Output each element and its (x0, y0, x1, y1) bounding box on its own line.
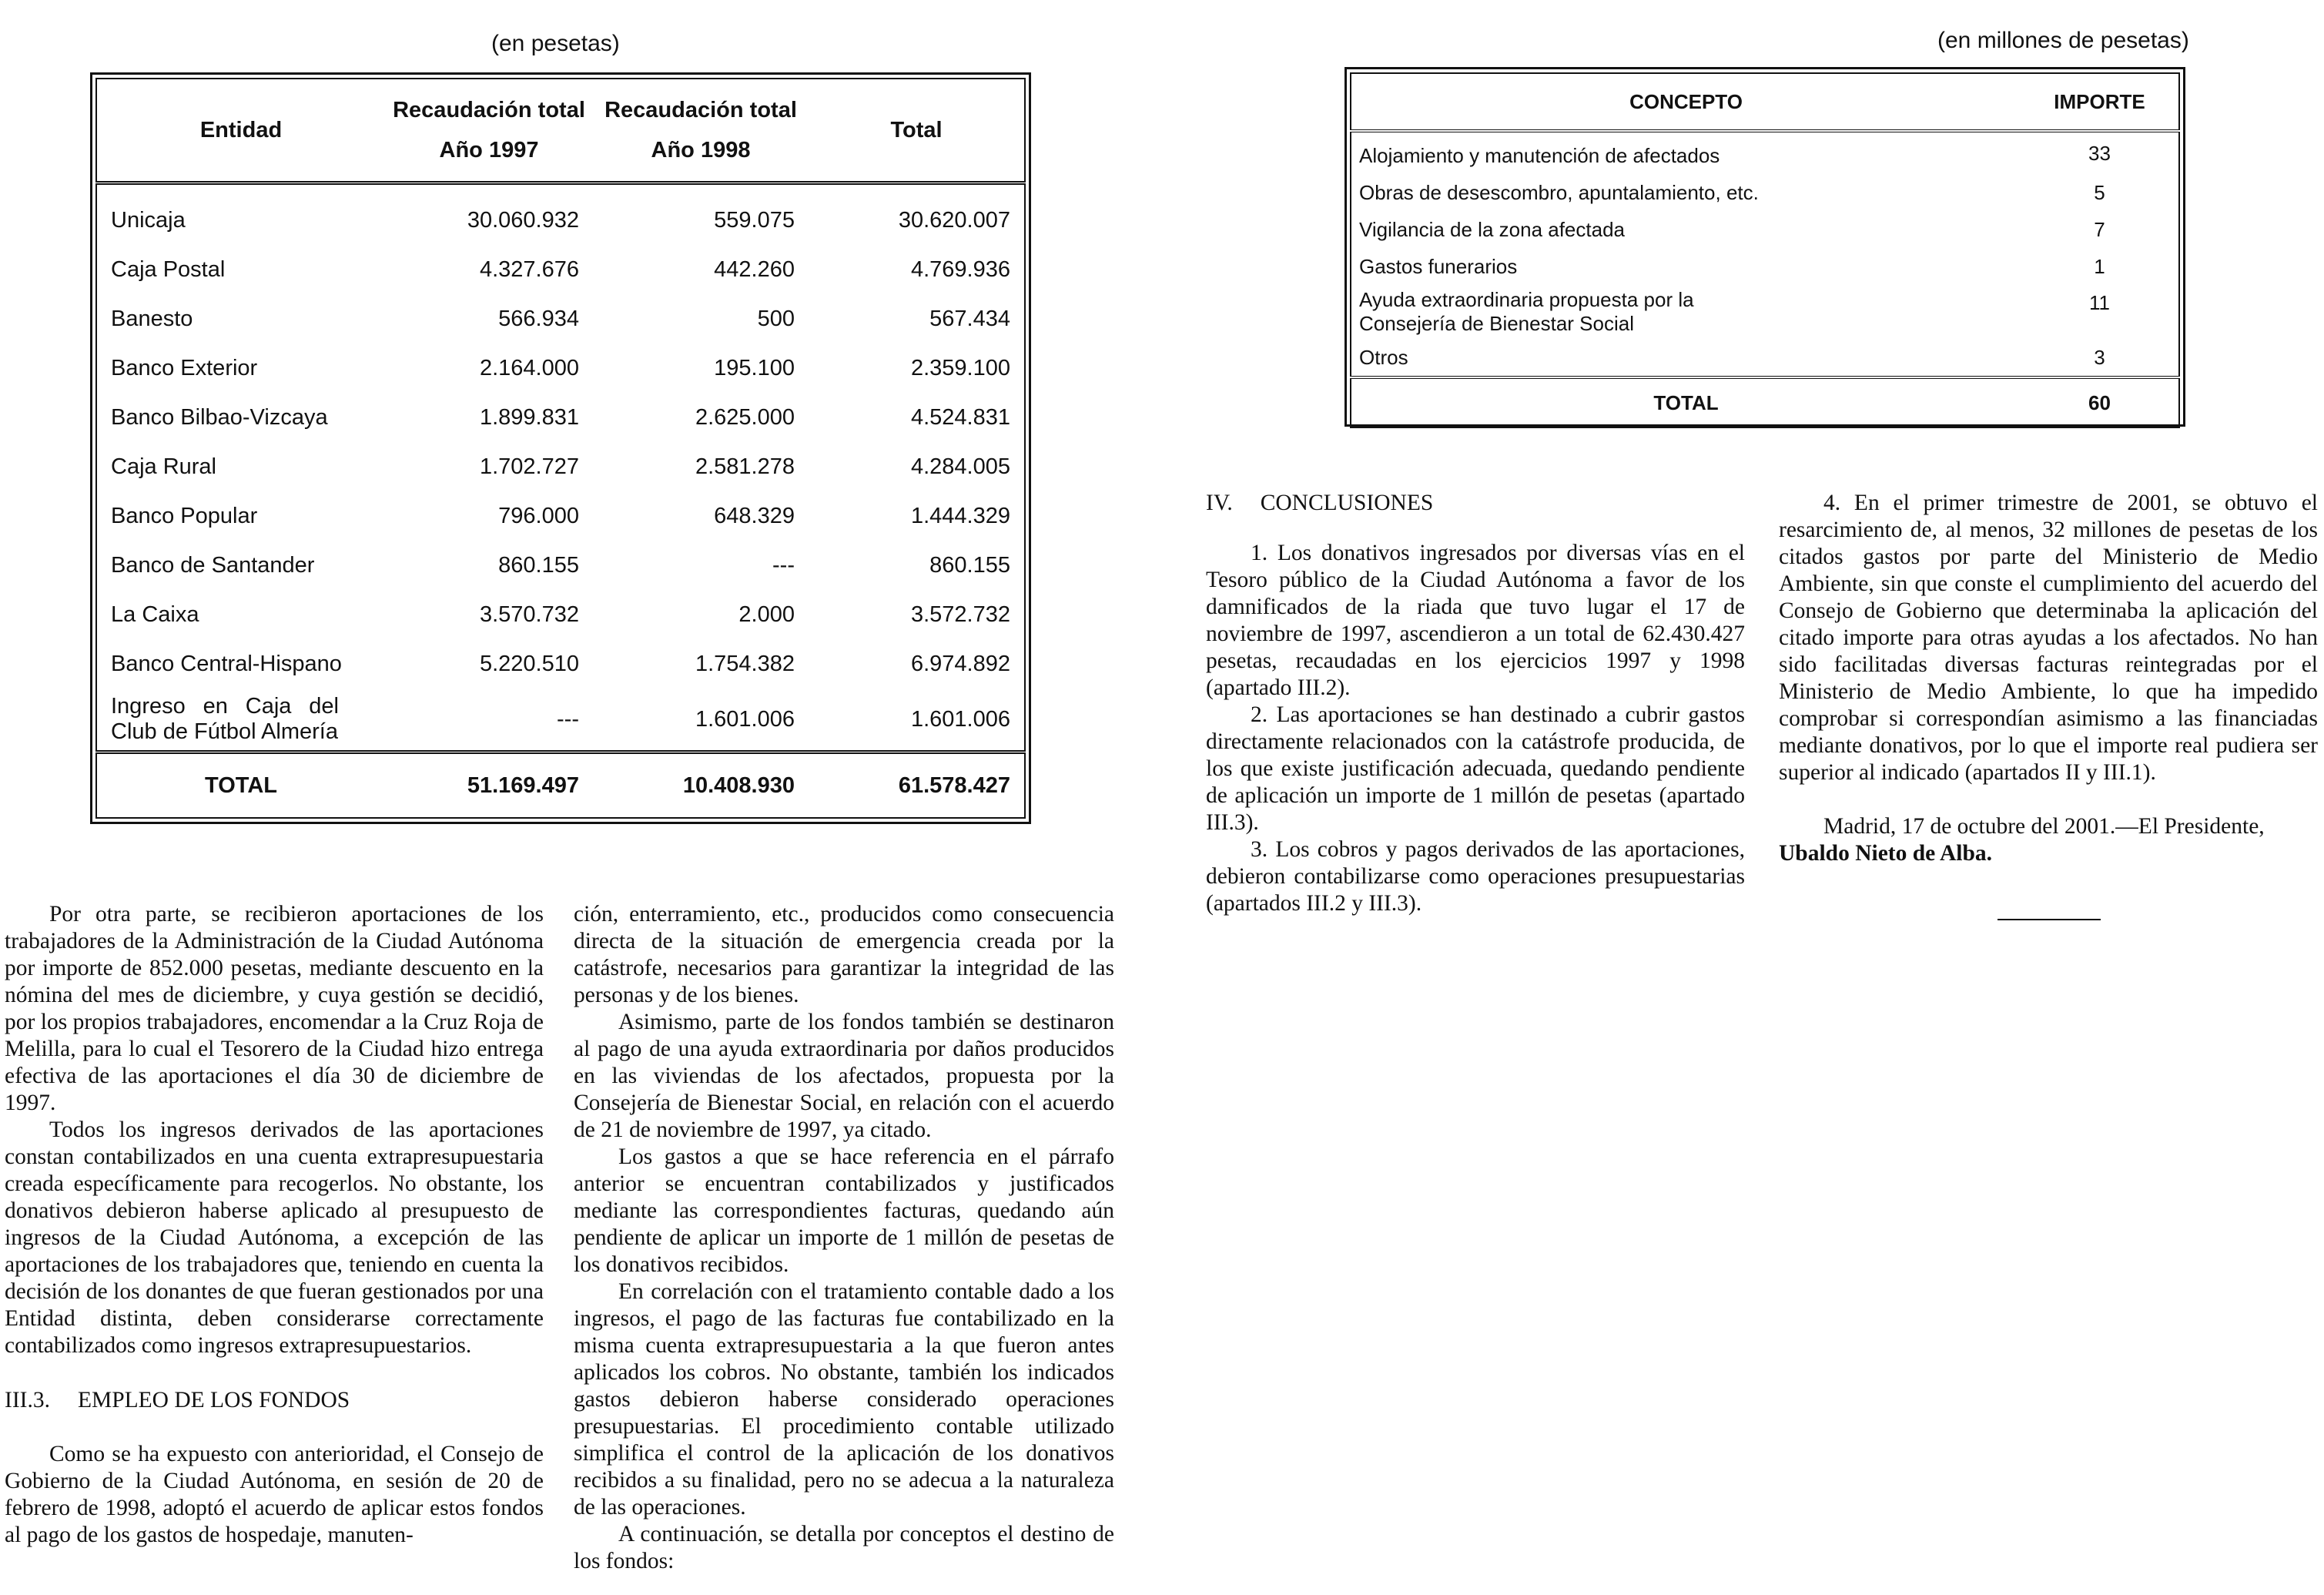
header-entidad: Entidad (199, 118, 283, 142)
table-row: Otros 3 (1359, 345, 2105, 369)
table-row: La Caixa 3.570.732 2.000 3.572.732 (111, 601, 1010, 627)
table-row: Banco de Santander 860.155 --- 860.155 (111, 552, 1010, 578)
table-row: Ayuda extraordinaria propuesta por la Consejería de Bienestar Social 11 (1359, 288, 2110, 335)
header-importe: IMPORTE (2054, 89, 2145, 113)
table-row: Caja Postal 4.327.676 442.260 4.769.936 (111, 256, 1010, 282)
paragraph: 4. En el primer trimestre de 2001, se obtuvo el resarcimiento de, al menos, 32 millones de pesetas de los citados gastos por parte del Ministerio de Medio Ambiente, sin que conste el cumplimiento del acuerdo del Consejo de Gobierno que determinaba la aplicación del citado importe para otras ayudas a los afectados. No han sido facilitadas diversas facturas reintegradas por el Ministerio de Medio Ambiente, lo que ha impedido comprobar si correspondían asimismo a las financiadas mediante donativos, por lo que el importe real pudiera ser superior al indicado (apartados II y III.1). (1779, 491, 2318, 785)
header-1997: Recaudación total Año 1997 (393, 98, 585, 163)
paragraph: A continuación, se detalla por conceptos el destino de los fondos: (574, 1522, 1114, 1573)
paragraph: Asimismo, parte de los fondos también se destinaron al pago de una ayuda extraordinaria por daños producidos en las viviendas de los afectados, propuesta por la Consejería de Bienestar Social, en relación con el acuerdo de 21 de noviembre de 1997, ya citado. (574, 1010, 1114, 1142)
table-row: Ingreso en Caja del Club de Fútbol Almería --- 1.601.006 1.601.006 (111, 694, 1010, 744)
text-column-1 (5, 901, 544, 1549)
table-row: Vigilancia de la zona afectada 7 (1359, 217, 2105, 241)
paragraph: 2. Las aportaciones se han destinado a cubrir gastos directamente relacionados con la catástrofe producida, de los que existe justificación adecuada, quedando pendiente de aplicación un importe de 1 millón de pesetas (apartado III.3). (1206, 702, 1745, 835)
table1-total-row: TOTAL 51.169.497 10.408.930 61.578.427 (96, 752, 1025, 819)
signature-place-date: Madrid, 17 de octubre del 2001.—El Presidente, (1823, 814, 2265, 839)
table2-header-row (1351, 73, 2179, 131)
text-column-3 (1206, 490, 1745, 917)
paragraph: Los gastos a que se hace referencia en el párrafo anterior se encuentran contabilizados y justificados mediante las correspondientes facturas, quedando aún pendiente de aplicar un importe de 1 millón de pesetas de los donativos recibidos. (574, 1144, 1114, 1277)
table-row: Caja Rural 1.702.727 2.581.278 4.284.005 (111, 454, 1010, 479)
paragraph: En correlación con el tratamiento contable dado a los ingresos, el pago de las facturas fue contabilizado en la misma cuenta extrapresupuestaria a la que fueron antes aplicados los cobros. No obstante, también los indicados gastos debieron haberse considerado operaciones presupuestarias. El procedimiento contable utilizado simplifica el control de la aplicación de los donativos recibidos a su finalidad, pero no se adecua a la naturaleza de las operaciones. (574, 1279, 1114, 1520)
funds-destination-table (1350, 72, 2180, 428)
table1-unit: (en pesetas) (491, 31, 620, 56)
header-total: Total (890, 118, 943, 142)
table2-unit: (en millones de pesetas) (1937, 28, 2189, 53)
text-column-4 (1779, 490, 2318, 867)
table-row: Banco Bilbao-Vizcaya 1.899.831 2.625.000 4.524.831 (111, 404, 1010, 430)
paragraph: 1. Los donativos ingresados por diversas vías en el Tesoro público de la Ciudad Autónoma a favor de los damnificados de la riada que tuvo lugar el 17 de noviembre de 1997, ascendieron a un total de 62.430.427 pesetas, recaudadas en los ejercicios 1997 y 1998 (apartado III.2). (1206, 541, 1745, 700)
table1-header-row (96, 79, 1025, 183)
paragraph: 3. Los cobros y pagos derivados de las aportaciones, debieron contabilizarse como operaciones presupuestarias (apartados III.2 y III.3). (1206, 837, 1745, 916)
paragraph: Todos los ingresos derivados de las aportaciones constan contabilizados en una cuenta extrapresupuestaria creada específicamente para recogerlos. No obstante, los donativos debieron haberse aplicado al presupuesto de ingresos de la Ciudad Autónoma, a excepción de las aportaciones de los trabajadores que, teniendo en cuenta la decisión de los donantes de que fueran gestionados por una Entidad distinta, deben considerarse correctamente contabilizados como ingresos extrapresupuestarios. (5, 1118, 544, 1358)
donations-by-entity-table (95, 78, 1026, 819)
table-row: Banco Popular 796.000 648.329 1.444.329 (111, 503, 1010, 528)
table-row: Banco Central-Hispano 5.220.510 1.754.382 6.974.892 (111, 651, 1010, 676)
table-row: Unicaja 30.060.932 559.075 30.620.007 (111, 207, 1010, 233)
section-heading-iii3: III.3. EMPLEO DE LOS FONDOS (5, 1388, 350, 1412)
signature-rule (1998, 919, 2101, 920)
donations-table-frame (90, 72, 1031, 824)
table-row: Banco Exterior 2.164.000 195.100 2.359.100 (111, 355, 1010, 380)
text-column-2 (574, 901, 1114, 1575)
table-row: Alojamiento y manutención de afectados 33 (1359, 141, 2111, 167)
table2-total-row: TOTAL 60 (1351, 377, 2179, 427)
funds-table-frame (1345, 67, 2185, 427)
table-row: Gastos funerarios 1 (1359, 254, 2105, 278)
header-1998: Recaudación total Año 1998 (604, 98, 797, 163)
table-row: Banesto 566.934 500 567.434 (111, 306, 1010, 331)
section-heading-iv: IV. CONCLUSIONES (1206, 491, 1434, 515)
table-row: Obras de desescombro, apuntalamiento, etc. 5 (1359, 180, 2105, 204)
paragraph: ción, enterramiento, etc., producidos como consecuencia directa de la situación de emergencia creada por la catástrofe, necesarios para garantizar la integridad de las personas y de los bienes. (574, 902, 1114, 1007)
header-concepto: CONCEPTO (1629, 89, 1743, 113)
paragraph: Por otra parte, se recibieron aportaciones de los trabajadores de la Administración de la Ciudad Autónoma por importe de 852.000 pesetas, mediante descuento en la nómina del mes de diciembre, y cuya gestión se decidió, por los propios trabajadores, encomendar a la Cruz Roja de Melilla, para lo cual el Tesorero de la Ciudad hizo entrega efectiva de las aportaciones el día 30 de diciembre de 1997. (5, 902, 544, 1115)
signature-name: Ubaldo Nieto de Alba. (1779, 841, 1993, 866)
paragraph: Como se ha expuesto con anterioridad, el Consejo de Gobierno de la Ciudad Autónoma, en sesión de 20 de febrero de 1998, adoptó el acuerdo de aplicar estos fondos al pago de los gastos de hospedaje, manuten- (5, 1442, 544, 1547)
